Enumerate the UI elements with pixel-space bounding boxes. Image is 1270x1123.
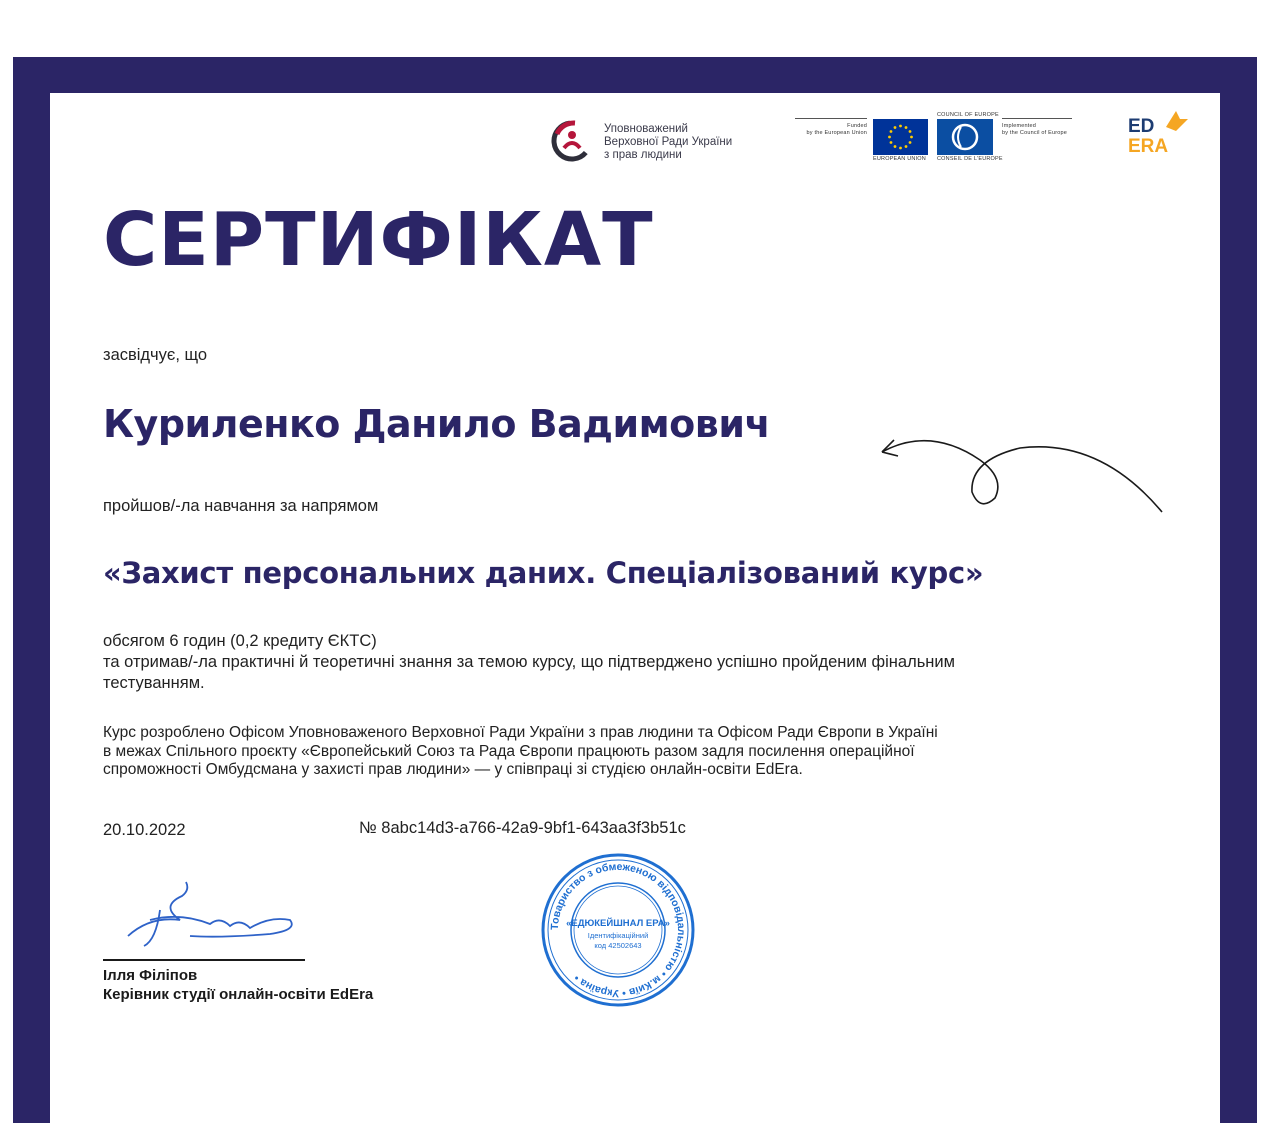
eu-star-icon bbox=[894, 126, 897, 129]
coe-divider bbox=[1002, 118, 1072, 119]
eu-funded-caption bbox=[795, 123, 867, 136]
eu-star-icon bbox=[890, 130, 893, 133]
eu-flag-icon bbox=[873, 119, 928, 155]
eu-funded-line-1: Funded bbox=[847, 123, 867, 129]
developed-line-2: в межах Спільного проєкту «Європейський Союз та Рада Європи працюють разом задля посилення операційної bbox=[103, 742, 915, 760]
developed-line-1: Курс розроблено Офісом Уповноваженого Верховної Ради України з прав людини та Офісом Ради Європи в Україні bbox=[103, 724, 938, 741]
eu-funded-line-2: by the European Union bbox=[806, 129, 867, 136]
coe-bottom-label: CONSEIL DE L'EUROPE bbox=[937, 156, 1003, 162]
eu-star-icon bbox=[899, 125, 902, 128]
signature-icon bbox=[120, 876, 310, 956]
eu-star-icon bbox=[910, 136, 913, 139]
eu-star-icon bbox=[890, 141, 893, 144]
signature-line bbox=[103, 959, 305, 961]
company-stamp bbox=[540, 852, 696, 1008]
coe-flag-icon bbox=[937, 119, 993, 155]
stamp-inner-name: «ЕДЮКЕЙШНАЛ ЕРА» bbox=[566, 918, 670, 929]
signer-block bbox=[103, 966, 373, 1004]
eu-star-icon bbox=[909, 141, 912, 144]
stamp-code: код 42502643 bbox=[594, 941, 642, 950]
coe-implemented-line-2: by the Council of Europe bbox=[1002, 129, 1068, 136]
eu-star-icon bbox=[905, 126, 908, 129]
edera-ed: ED bbox=[1128, 116, 1155, 137]
course-title: «Захист персональних даних. Спеціалізований курс» bbox=[103, 556, 984, 590]
coe-implemented-caption bbox=[1002, 123, 1067, 136]
eu-star-icon bbox=[894, 145, 897, 148]
eu-star-icon bbox=[899, 147, 902, 150]
signer-title: Керівник студії онлайн-освіти EdEra bbox=[103, 986, 374, 1003]
eu-star-icon bbox=[888, 136, 891, 139]
coe-implemented-line-1: Implemented bbox=[1002, 123, 1036, 129]
eu-label: EUROPEAN UNION bbox=[873, 156, 926, 162]
eu-star-icon bbox=[905, 145, 908, 148]
certifies-text: засвідчує, що bbox=[103, 346, 208, 364]
completed-text: пройшов/-ла навчання за напрямом bbox=[103, 497, 379, 515]
edera-logo-text bbox=[1128, 117, 1168, 157]
recipient-name: Куриленко Данило Вадимович bbox=[103, 402, 771, 446]
ombudsman-logo-text bbox=[604, 123, 732, 162]
developed-block bbox=[103, 724, 1183, 780]
ombudsman-logo-icon bbox=[551, 120, 593, 162]
svg-text:Товариство з обмеженою відпові bbox=[549, 861, 687, 999]
knowledge-line-1: та отримав/-ла практичні й теоретичні знання за темою курсу, що підтверджено успішно пройденим фінальним bbox=[103, 653, 955, 671]
edera-era: ERA bbox=[1128, 136, 1169, 157]
stamp-outer-text: Товариство з обмеженою відповідальністю • м.Київ • Україна • bbox=[548, 860, 688, 1000]
issue-date: 20.10.2022 bbox=[103, 821, 186, 839]
decorative-arrow-icon bbox=[870, 420, 1170, 520]
certificate-number: № 8abc14d3-a766-42a9-9bf1-643aa3f3b51c bbox=[359, 819, 686, 837]
ombudsman-line-1: Уповноважений bbox=[604, 123, 688, 135]
knowledge-line-2: тестуванням. bbox=[103, 674, 205, 692]
coe-top-label: COUNCIL OF EUROPE bbox=[937, 112, 999, 118]
ombudsman-line-3: з прав людини bbox=[604, 149, 682, 161]
stamp-id-label: Ідентифікаційний bbox=[587, 931, 649, 940]
certificate-title: СЕРТИФІКАТ bbox=[103, 197, 654, 283]
eu-divider bbox=[795, 118, 867, 119]
course-volume: обсягом 6 годин (0,2 кредиту ЄКТС) bbox=[103, 632, 377, 650]
signer-name: Ілля Філіпов bbox=[103, 967, 198, 984]
ombudsman-line-2: Верховної Ради України bbox=[604, 136, 733, 148]
course-volume-block bbox=[103, 631, 1183, 694]
eu-star-icon bbox=[909, 130, 912, 133]
developed-line-3: спроможності Омбудсмана у захисті прав людини» — у співпраці зі студією онлайн-освіти EdEra. bbox=[103, 761, 803, 778]
